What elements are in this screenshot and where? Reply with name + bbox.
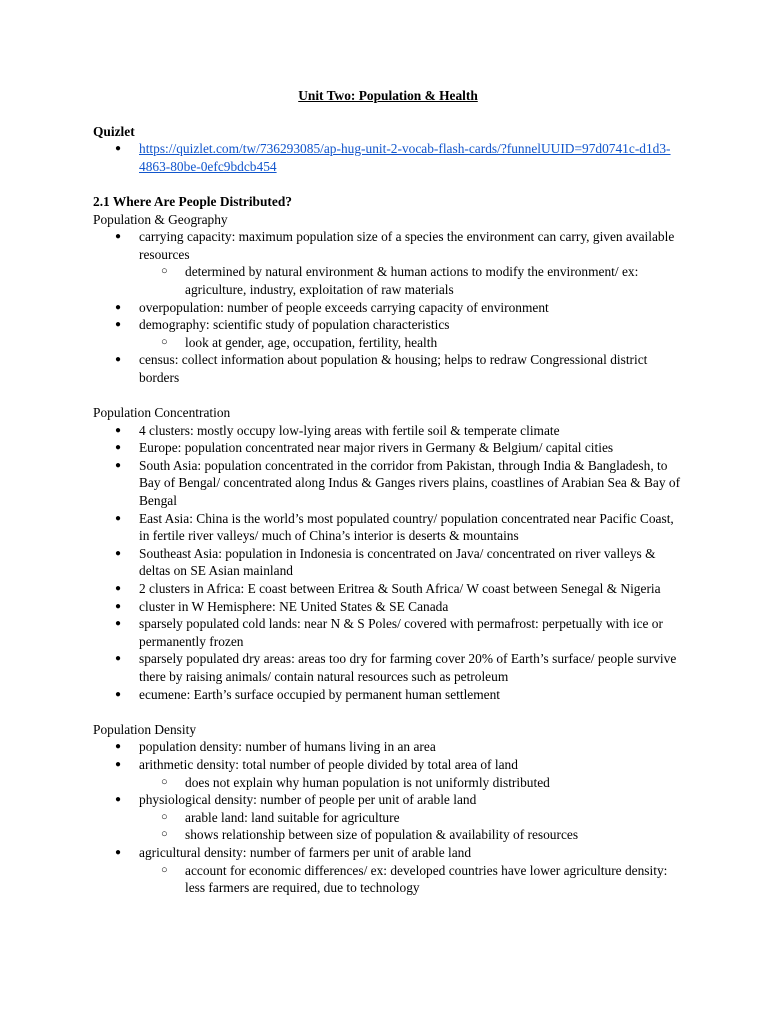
sub-list-item-text: look at gender, age, occupation, fertility, health [185, 334, 438, 350]
geography-list [93, 228, 683, 386]
subsection-label-concentration: Population Concentration [93, 405, 231, 421]
list-item [93, 844, 683, 897]
list-item-text: cluster in W Hemisphere: NE United States & SE Canada [139, 598, 449, 614]
sub-list-item-text: shows relationship between size of population & availability of resources [185, 827, 579, 843]
bullet-icon: ● [115, 618, 122, 630]
sub-list-item-text: determined by natural environment & human actions to modify the environment/ ex: agriculture, industry, exploitation of raw materials [185, 264, 639, 297]
list-item [93, 686, 683, 704]
list-item [93, 545, 683, 580]
bullet-icon: ● [115, 512, 122, 524]
list-item-text: Southeast Asia: population in Indonesia is concentrated on Java/ concentrated on river valleys & deltas on SE Asian mainland [139, 545, 656, 579]
sub-list [139, 334, 683, 352]
bullet-icon: ● [115, 459, 122, 471]
bullet-icon: ● [115, 301, 122, 313]
list-item-text: census: collect information about population & housing; helps to redraw Congressional district borders [139, 352, 648, 385]
list-item-text: ecumene: Earth’s surface occupied by permanent human settlement [139, 686, 501, 702]
list-item-text: sparsely populated dry areas: areas too dry for farming cover 20% of Earth’s surface/ people survive there by raising animals/ contain natural resources such as petroleum [139, 651, 677, 684]
bullet-icon: ● [115, 794, 122, 806]
section-heading: 2.1 Where Are People Distributed? [93, 193, 292, 209]
bullet-icon: ● [115, 846, 122, 858]
sub-list [139, 263, 683, 298]
list-item [93, 457, 683, 510]
list-item-text: South Asia: population concentrated in the corridor from Pakistan, through India & Bangladesh, to Bay of Bengal/ concentrated along Indus & Ganges rivers plains, coastlines of Arabian Sea & Bay of Bengal [139, 457, 681, 509]
sub-list-item-text: account for economic differences/ ex: developed countries have lower agriculture density: less farmers are required, due to technology [185, 862, 668, 896]
list-item-text: sparsely populated cold lands: near N & S Poles/ covered with permafrost: perpetually with ice or permanently frozen [139, 616, 663, 649]
sub-list [139, 774, 683, 792]
document-page [93, 87, 683, 897]
list-item [93, 299, 683, 317]
bullet-icon: ● [115, 442, 122, 454]
list-item [93, 650, 683, 685]
list-item [93, 228, 683, 298]
bullet-icon: ● [115, 583, 122, 595]
list-item-text: agricultural density: number of farmers per unit of arable land [139, 844, 472, 860]
bullet-icon: ● [115, 600, 122, 612]
sub-list [139, 862, 683, 897]
quizlet-list [93, 140, 683, 175]
bullet-icon: ● [115, 231, 122, 243]
list-item [93, 791, 683, 844]
quizlet-link[interactable]: https://quizlet.com/tw/736293085/ap-hug-unit-2-vocab-flash-cards/?funnelUUID=97d0741c-d1d3-4863-80be-0efc9bdcb454 [139, 141, 671, 174]
list-item-text: population density: number of humans living in an area [139, 739, 436, 755]
bullet-icon: ● [115, 143, 122, 155]
hollow-bullet-icon: ○ [161, 265, 168, 278]
bullet-icon: ● [115, 354, 122, 366]
bullet-icon: ● [115, 547, 122, 559]
bullet-icon: ● [115, 741, 122, 753]
list-item-text: Europe: population concentrated near major rivers in Germany & Belgium/ capital cities [139, 440, 614, 456]
sub-list-item-text: does not explain why human population is not uniformly distributed [185, 774, 550, 790]
list-item [93, 422, 683, 440]
list-item [93, 351, 683, 386]
subsection-label-geography: Population & Geography [93, 211, 228, 227]
density-list [93, 738, 683, 896]
bullet-icon: ● [115, 758, 122, 770]
list-item-text: 4 clusters: mostly occupy low-lying areas with fertile soil & temperate climate [139, 422, 560, 438]
list-item-text: demography: scientific study of population characteristics [139, 317, 450, 333]
list-item-text: East Asia: China is the world’s most populated country/ population concentrated near Pacific Coast, in fertile river valleys/ much of China’s interior is deserts & mountains [139, 510, 674, 544]
bullet-icon: ● [115, 688, 122, 700]
sub-list [139, 809, 683, 844]
hollow-bullet-icon: ○ [161, 775, 168, 788]
hollow-bullet-icon: ○ [161, 810, 168, 823]
list-item [93, 580, 683, 598]
sub-list-item [139, 334, 683, 352]
list-item [93, 615, 683, 650]
list-item-text: physiological density: number of people per unit of arable land [139, 792, 477, 808]
sub-list-item-text: arable land: land suitable for agriculture [185, 809, 400, 825]
list-item-text: arithmetic density: total number of people divided by total area of land [139, 756, 518, 772]
list-item [93, 598, 683, 616]
list-item [93, 316, 683, 351]
concentration-list [93, 422, 683, 704]
bullet-icon: ● [115, 319, 122, 331]
sub-list-item [139, 809, 683, 827]
list-item-text: carrying capacity: maximum population size of a species the environment can carry, given available resources [139, 229, 675, 262]
sub-list-item [139, 263, 683, 298]
list-item [93, 439, 683, 457]
hollow-bullet-icon: ○ [161, 828, 168, 841]
bullet-icon: ● [115, 424, 122, 436]
list-item-text: overpopulation: number of people exceeds carrying capacity of environment [139, 299, 549, 315]
list-item [93, 510, 683, 545]
bullet-icon: ● [115, 653, 122, 665]
list-item [93, 756, 683, 791]
quizlet-heading: Quizlet [93, 123, 135, 139]
sub-list-item [139, 774, 683, 792]
sub-list-item [139, 862, 683, 897]
list-item-text: 2 clusters in Africa: E coast between Eritrea & South Africa/ W coast between Senegal & Nigeria [139, 581, 661, 597]
list-item [93, 738, 683, 756]
sub-list-item [139, 826, 683, 844]
hollow-bullet-icon: ○ [161, 863, 168, 876]
page-title: Unit Two: Population & Health [298, 88, 478, 103]
subsection-label-density: Population Density [93, 721, 197, 737]
list-item [93, 140, 683, 175]
hollow-bullet-icon: ○ [161, 335, 168, 348]
